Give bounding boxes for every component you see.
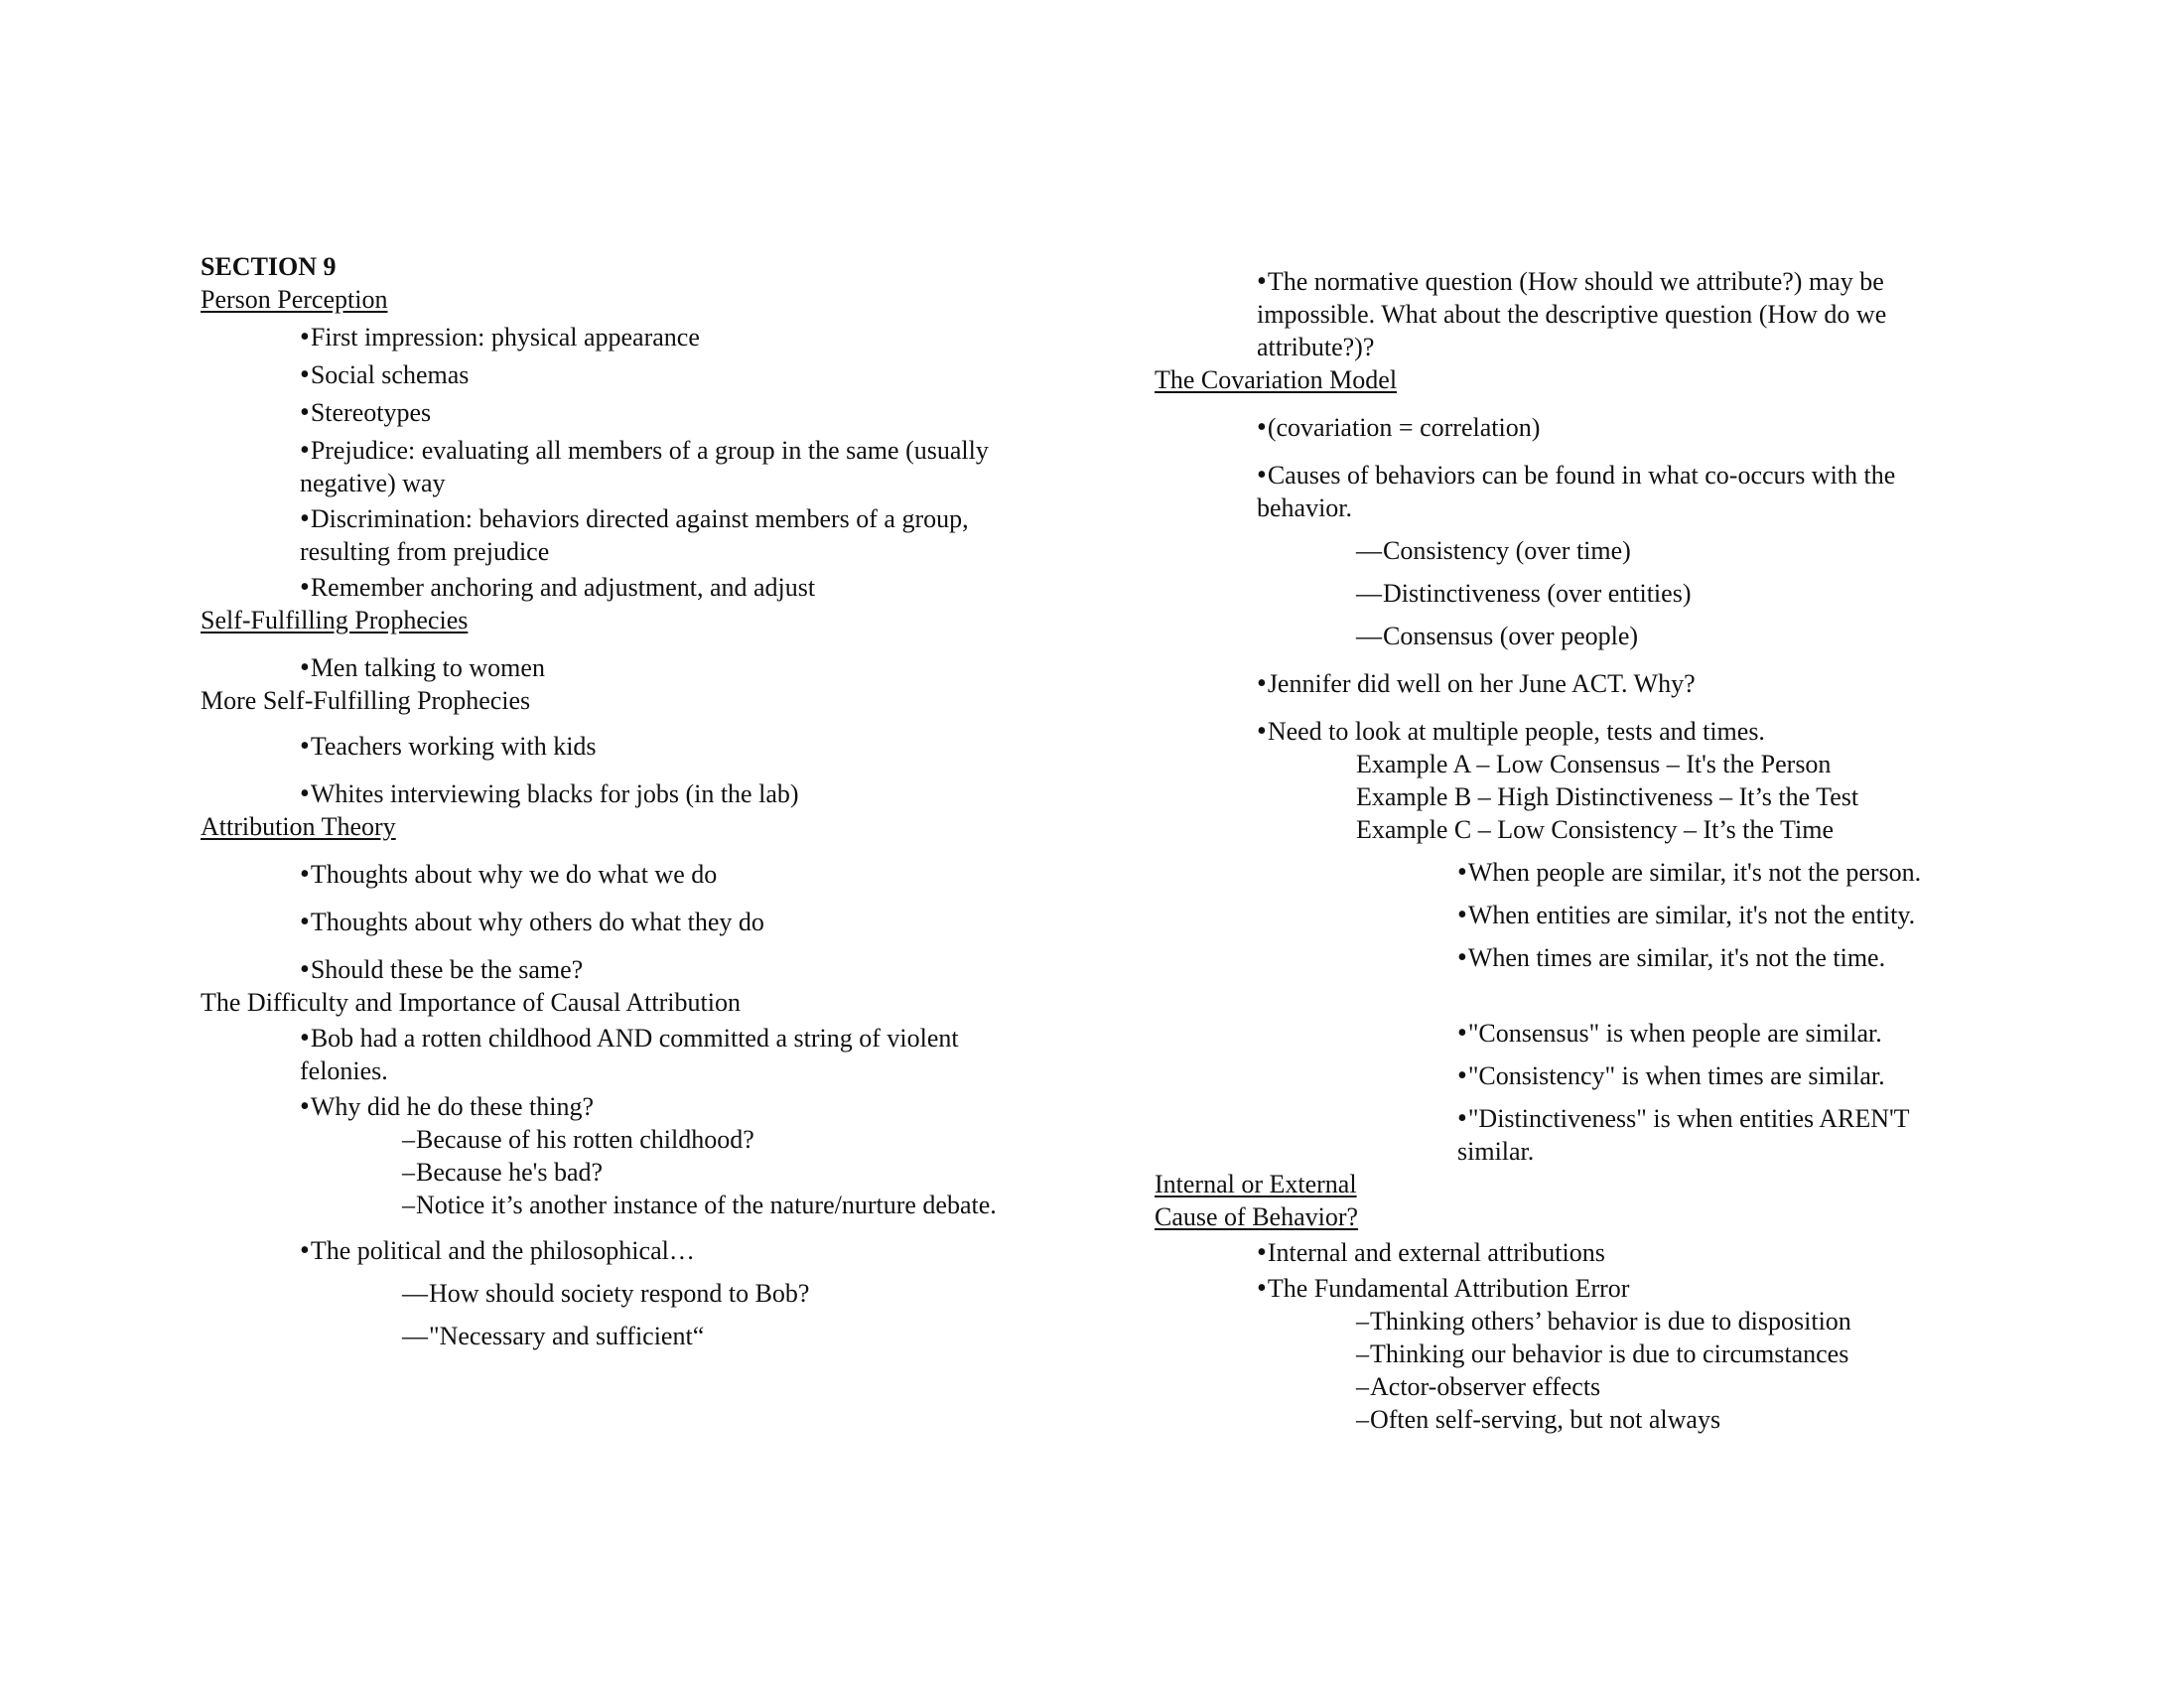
sub-list-item: – Actor-observer effects — [1356, 1371, 1600, 1403]
heading-covariation: The Covariation Model — [1155, 365, 1398, 394]
list-item: • Need to look at multiple people, tests and times. — [1257, 716, 1765, 748]
list-item: • Thoughts about why others do what they do — [300, 907, 764, 938]
list-item: • Bob had a rotten childhood AND committed a string of violent — [300, 1023, 959, 1055]
list-item: • Men talking to women — [300, 652, 545, 684]
sub-list-item: – Thinking others’ behavior is due to disposition — [1356, 1306, 1851, 1337]
heading-more-self-fulfilling: More Self-Fulfilling Prophecies — [201, 686, 531, 715]
sub-list-item: • When people are similar, it's not the person. — [1457, 857, 1921, 889]
sub-list-item: • "Consistency" is when times are similar. — [1457, 1060, 1885, 1092]
heading-person-perception: Person Perception — [201, 285, 388, 314]
list-item: • Prejudice: evaluating all members of a group in the same (usually — [300, 435, 989, 467]
section-title: SECTION 9 — [201, 252, 337, 281]
list-item-continuation: resulting from prejudice — [300, 537, 550, 566]
list-item: • Internal and external attributions — [1257, 1237, 1605, 1269]
list-item: • Should these be the same? — [300, 954, 583, 986]
list-item-continuation: impossible. What about the descriptive question (How do we — [1257, 300, 1887, 329]
example-line: Example A – Low Consensus – It's the Person — [1356, 750, 1832, 778]
heading-difficulty: The Difficulty and Importance of Causal Attribution — [201, 988, 741, 1017]
sub-list-item: — Distinctiveness (over entities) — [1356, 578, 1691, 610]
sub-list-item: — Consensus (over people) — [1356, 621, 1638, 652]
list-item: • Teachers working with kids — [300, 731, 597, 763]
list-item-continuation: similar. — [1457, 1137, 1535, 1166]
heading-self-fulfilling: Self-Fulfilling Prophecies — [201, 606, 469, 634]
list-item: • Discrimination: behaviors directed against members of a group, — [300, 503, 969, 535]
example-line: Example C – Low Consistency – It’s the Time — [1356, 815, 1834, 844]
list-item-continuation: negative) way — [300, 469, 446, 497]
list-item-continuation: behavior. — [1257, 493, 1353, 522]
sub-list-item: — How should society respond to Bob? — [402, 1278, 809, 1310]
sub-list-item: • "Consensus" is when people are similar. — [1457, 1018, 1882, 1050]
sub-list-item: – Because he's bad? — [402, 1157, 603, 1189]
list-item: • Whites interviewing blacks for jobs (in the lab) — [300, 778, 799, 810]
sub-list-item: — Consistency (over time) — [1356, 535, 1631, 567]
sub-list-item: – Often self-serving, but not always — [1356, 1404, 1720, 1436]
example-line: Example B – High Distinctiveness – It’s the Test — [1356, 782, 1859, 811]
list-item: • Jennifer did well on her June ACT. Why? — [1257, 668, 1696, 700]
heading-internal-external: Internal or External — [1155, 1170, 1357, 1198]
list-item: • The political and the philosophical… — [300, 1235, 695, 1267]
sub-list-item: – Thinking our behavior is due to circumstances — [1356, 1338, 1848, 1370]
sub-list-item: – Notice it’s another instance of the nature/nurture debate. — [402, 1190, 997, 1221]
list-item: • Social schemas — [300, 359, 469, 391]
heading-cause-of-behavior: Cause of Behavior? — [1155, 1202, 1359, 1231]
sub-list-item: — "Necessary and sufficient“ — [402, 1321, 704, 1352]
list-item-continuation: attribute?)? — [1257, 333, 1375, 361]
list-item: • The Fundamental Attribution Error — [1257, 1273, 1629, 1305]
list-item: • First impression: physical appearance — [300, 322, 700, 353]
sub-list-item: • When times are similar, it's not the time. — [1457, 942, 1885, 974]
list-item: • Causes of behaviors can be found in what co-occurs with the — [1257, 460, 1895, 492]
list-item: • Stereotypes — [300, 397, 431, 429]
list-item: • Thoughts about why we do what we do — [300, 859, 717, 891]
sub-list-item: • "Distinctiveness" is when entities AREN'T — [1457, 1103, 1910, 1135]
list-item: • (covariation = correlation) — [1257, 412, 1540, 444]
list-item: • Why did he do these thing? — [300, 1091, 594, 1123]
list-item-continuation: felonies. — [300, 1056, 388, 1085]
sub-list-item: – Because of his rotten childhood? — [402, 1124, 754, 1156]
sub-list-item: • When entities are similar, it's not the entity. — [1457, 900, 1915, 931]
heading-attribution-theory: Attribution Theory — [201, 812, 396, 841]
list-item: • Remember anchoring and adjustment, and adjust — [300, 572, 815, 604]
list-item: • The normative question (How should we attribute?) may be — [1257, 266, 1884, 298]
